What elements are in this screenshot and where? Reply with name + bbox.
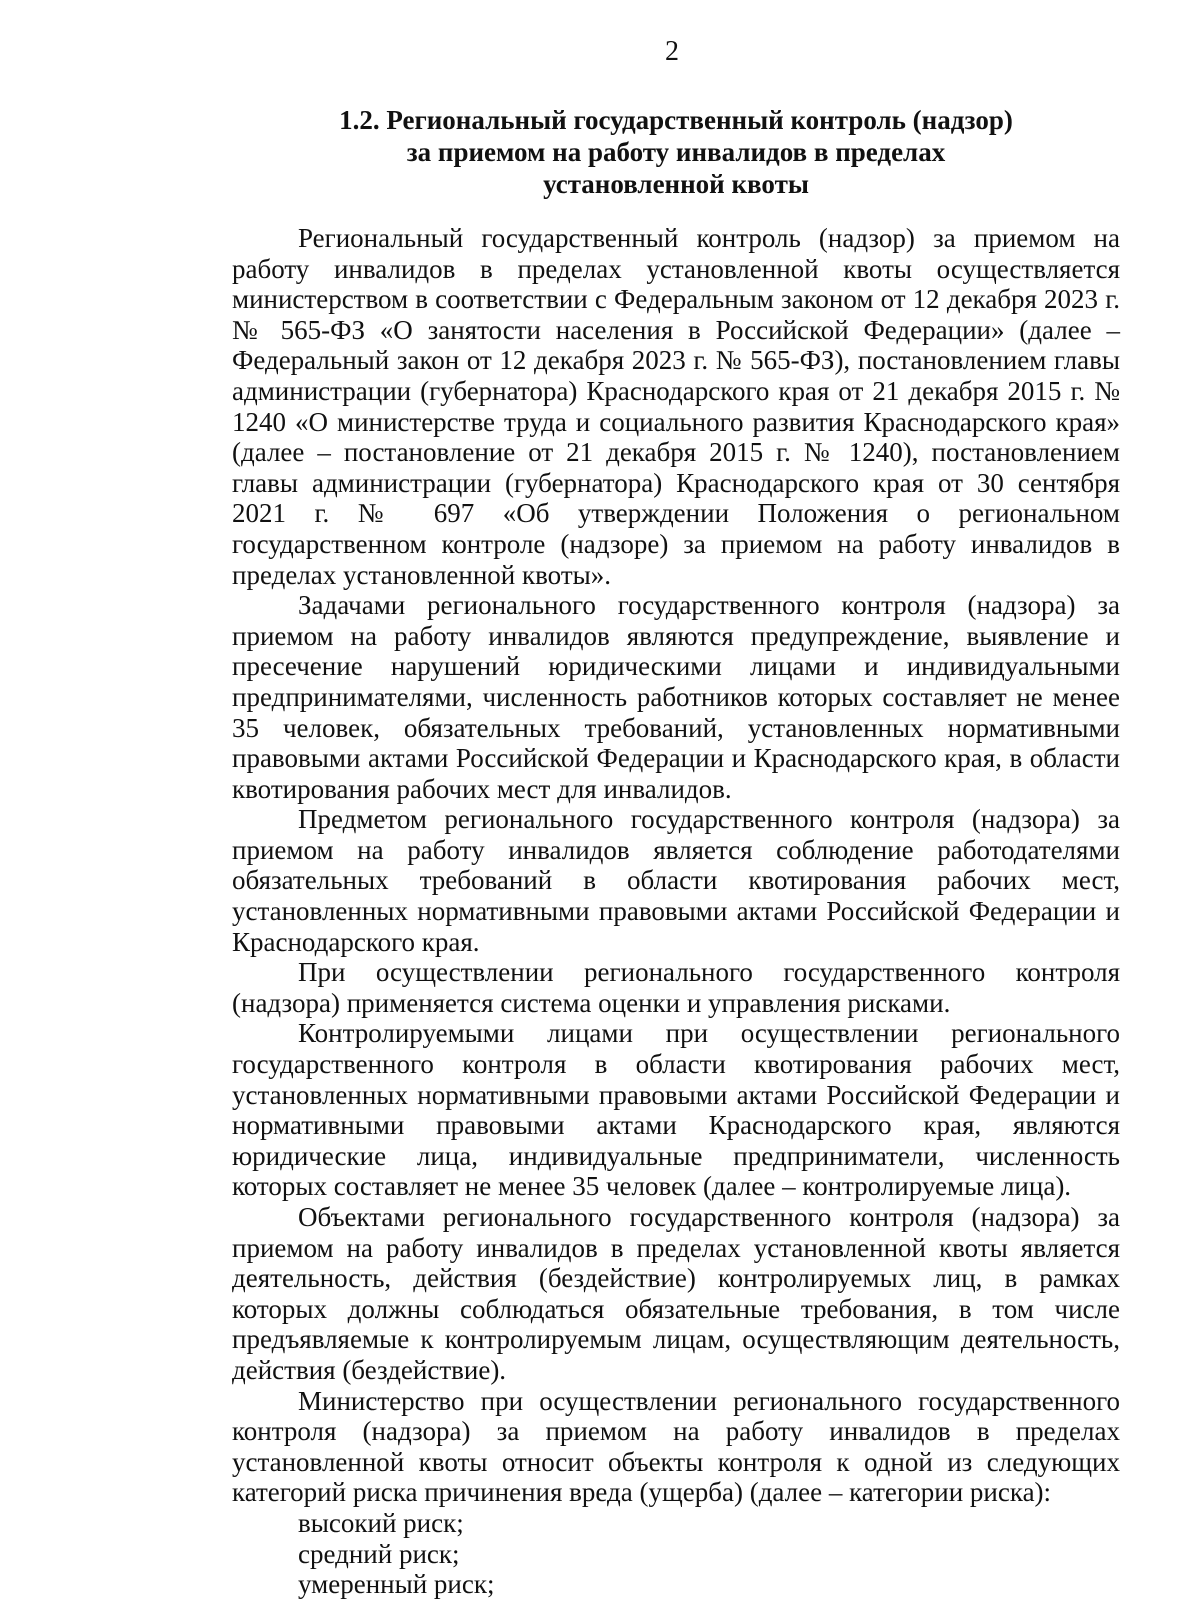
risk-category-item: высокий риск;	[298, 1507, 464, 1538]
paragraph-risk-system: При осуществлении регионального государственного контроля (надзора) применяется система оценки и управления рисками.	[232, 957, 1120, 1018]
risk-category-item: умеренный риск;	[298, 1569, 495, 1600]
section-heading	[232, 104, 1120, 200]
paragraph-control-objects: Объектами регионального государственного контроля (надзора) за приемом на работу инвалидов в пределах установленной квоты является деятельность, действия (бездействие) контролируемых лиц, в рамках которых должны соблюдаться обязательные требования, в том числе предъявляемые к контролируемым лицам, осуществляющим деятельность, действия (бездействие).	[232, 1202, 1120, 1385]
paragraph-controlled-persons: Контролируемыми лицами при осуществлении регионального государственного контроля в области квотирования рабочих мест, установленных нормативными правовыми актами Российской Федерации и нормативными правовыми актами Краснодарского края, являются юридические лица, индивидуальные предприниматели, численность которых составляет не менее 35 человек (далее – контролируемые лица).	[232, 1018, 1120, 1202]
section-heading-line: установленной квоты	[543, 169, 809, 199]
page-number: 2	[665, 36, 679, 67]
paragraph-control-tasks: Задачами регионального государственного контроля (надзора) за приемом на работу инвалидов являются предупреждение, выявление и пресечение нарушений юридическими лицами и индивидуальными предпринимателями, численность работников которых составляет не менее 35 человек, обязательных требований, установленных нормативными правовыми актами Российской Федерации и Краснодарского края, в области квотирования рабочих мест для инвалидов.	[232, 590, 1120, 804]
paragraph-legal-basis: Региональный государственный контроль (надзор) за приемом на работу инвалидов в пределах установленной квоты осуществляется министерством в соответствии с Федеральным законом от 12 декабря 2023 г. № 565-ФЗ «О занятости населения в Российской Федерации» (далее – Федеральный закон от 12 декабря 2023 г. № 565-ФЗ), постановлением главы администрации (губернатора) Краснодарского края от 21 декабря 2015 г. № 1240 «О министерстве труда и социального развития Краснодарского края» (далее – постановление от 21 декабря 2015 г. № 1240), постановлением главы администрации (губернатора) Краснодарского края от 30 сентября 2021 г. № 697 «Об утверждении Положения о региональном государственном контроле (надзоре) за приемом на работу инвалидов в пределах установленной квоты».	[232, 223, 1120, 590]
paragraph-control-subject: Предметом регионального государственного контроля (надзора) за приемом на работу инвалидов является соблюдение работодателями обязательных требований в области квотирования рабочих мест, установленных нормативными правовыми актами Российской Федерации и Краснодарского края.	[232, 804, 1120, 957]
paragraph-risk-categories: Министерство при осуществлении регионального государственного контроля (надзора) за приемом на работу инвалидов в пределах установленной квоты относит объекты контроля к одной из следующих категорий риска причинения вреда (ущерба) (далее – категории риска):	[232, 1385, 1120, 1508]
section-body	[232, 223, 1120, 1600]
section-heading-line: 1.2. Региональный государственный контроль (надзор)	[339, 105, 1013, 135]
risk-category-item: средний риск;	[298, 1538, 460, 1569]
section-heading-line: за приемом на работу инвалидов в пределах	[406, 137, 946, 167]
